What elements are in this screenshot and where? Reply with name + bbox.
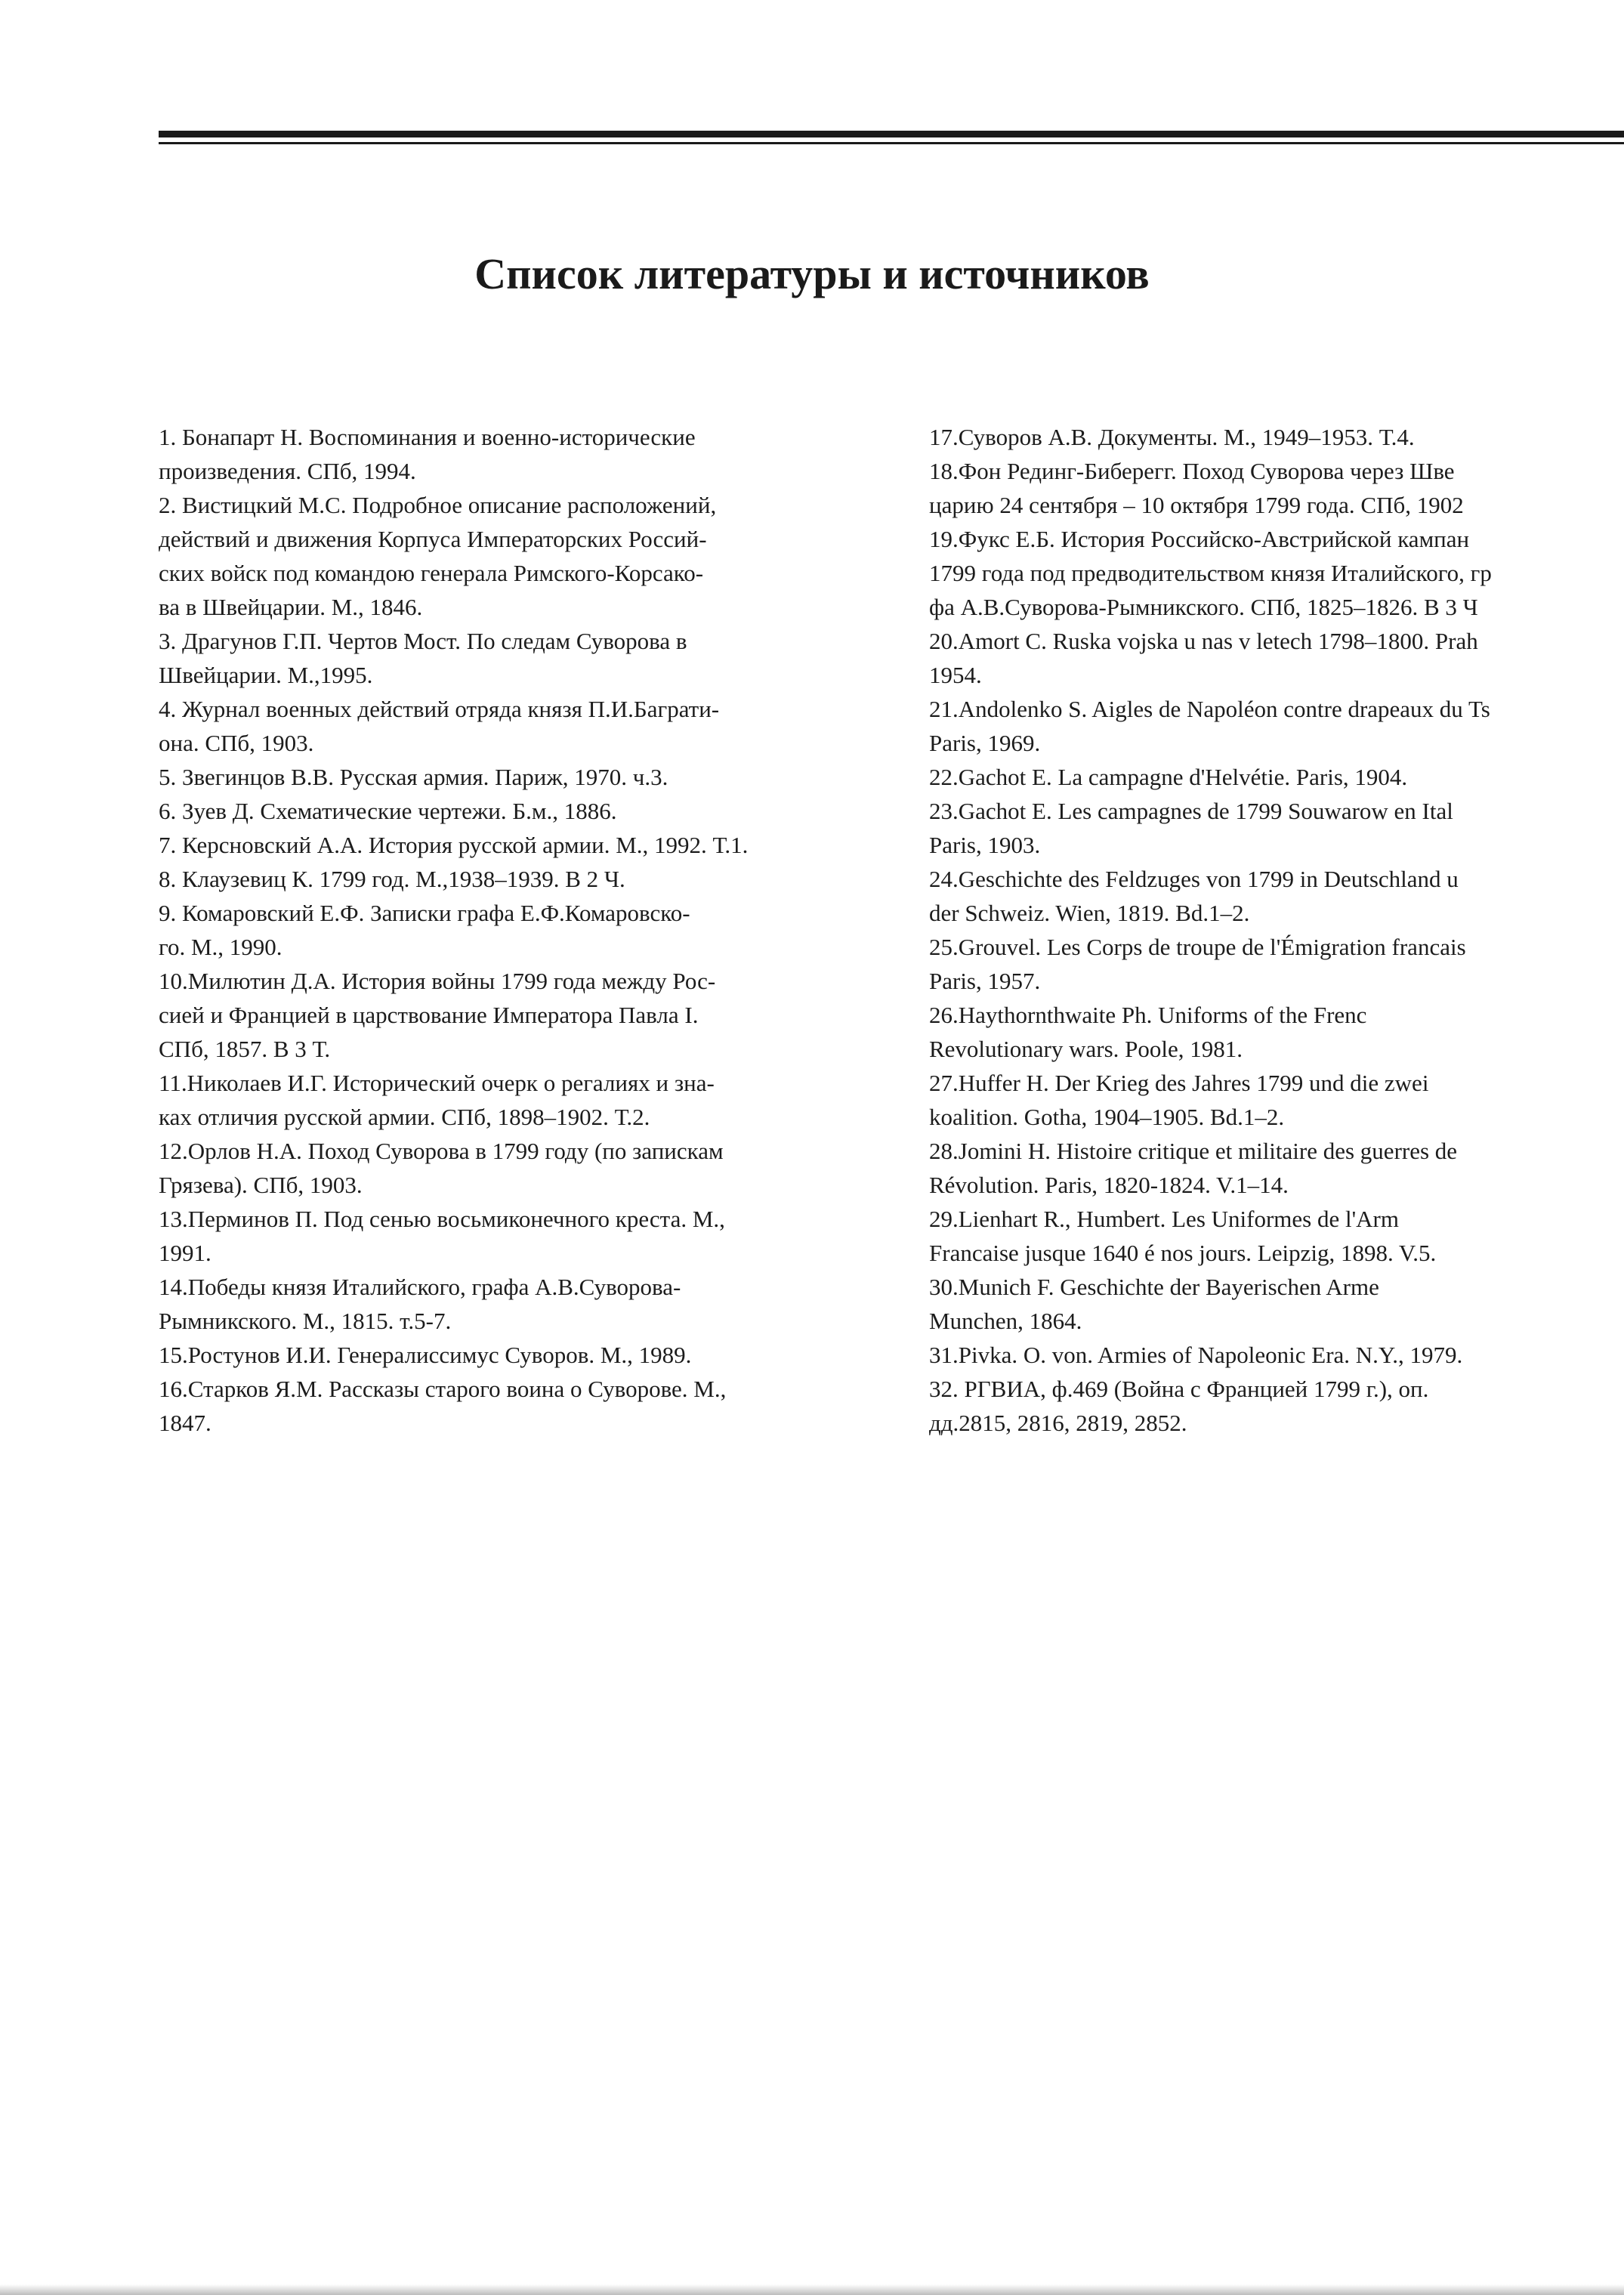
bibliography-line: Revolutionary wars. Poole, 1981. bbox=[929, 1036, 1243, 1062]
bibliography-line: 16.Старков Я.М. Рассказы старого воина о Суворове. М., bbox=[159, 1376, 727, 1402]
header-rule-thin bbox=[159, 142, 1624, 144]
bibliography-line: 9. Комаровский Е.Ф. Записки графа Е.Ф.Комаровско- bbox=[159, 900, 690, 926]
bibliography-right-column bbox=[929, 420, 1624, 1440]
bibliography-line: 8. Клаузевиц К. 1799 год. М.,1938–1939. В 2 Ч. bbox=[159, 866, 625, 892]
bibliography-line: 28.Jomini H. Histoire critique et militaire des guerres de bbox=[929, 1138, 1458, 1164]
bibliography-line: Грязева). СПб, 1903. bbox=[159, 1172, 363, 1198]
bibliography-line: 13.Перминов П. Под сенью восьмиконечного креста. М., bbox=[159, 1206, 725, 1232]
bibliography-line: 26.Haythornthwaite Ph. Uniforms of the Frenc bbox=[929, 1002, 1367, 1028]
header-rule-thick bbox=[159, 131, 1624, 137]
bibliography-line: дд.2815, 2816, 2819, 2852. bbox=[929, 1410, 1187, 1436]
bibliography-line: 22.Gachot E. La campagne d'Helvétie. Paris, 1904. bbox=[929, 764, 1408, 790]
bibliography-line: царию 24 сентября – 10 октября 1799 года. СПб, 1902 bbox=[929, 492, 1464, 518]
page-title: Список литературы и источников bbox=[474, 249, 1150, 298]
bibliography-line: 20.Amort C. Ruska vojska u nas v letech 1798–1800. Prah bbox=[929, 628, 1478, 654]
bibliography-line: 5. Звегинцов В.В. Русская армия. Париж, 1970. ч.3. bbox=[159, 764, 668, 790]
bibliography-line: der Schweiz. Wien, 1819. Bd.1–2. bbox=[929, 900, 1250, 926]
page-bottom-edge bbox=[0, 2284, 1624, 2295]
bibliography-line: 32. РГВИА, ф.469 (Война с Францией 1799 г.), оп. bbox=[929, 1376, 1429, 1402]
bibliography-line: 4. Журнал военных действий отряда князя П.И.Баграти- bbox=[159, 696, 720, 722]
bibliography-line: 21.Andolenko S. Aigles de Napoléon contre drapeaux du Ts bbox=[929, 696, 1490, 722]
bibliography-line: 3. Драгунов Г.П. Чертов Мост. По следам Суворова в bbox=[159, 628, 687, 654]
bibliography-line: ских войск под командою генерала Римского-Корсако- bbox=[159, 560, 704, 586]
bibliography-line: 24.Geschichte des Feldzuges von 1799 in Deutschland u bbox=[929, 866, 1459, 892]
bibliography-left-column bbox=[159, 420, 882, 1440]
bibliography-line: СПб, 1857. В 3 Т. bbox=[159, 1036, 331, 1062]
bibliography-line: произведения. СПб, 1994. bbox=[159, 458, 416, 484]
bibliography-line: 19.Фукс Е.Б. История Российско-Австрийской кампан bbox=[929, 526, 1470, 552]
bibliography-line: ва в Швейцарии. М., 1846. bbox=[159, 594, 423, 620]
bibliography-line: 30.Munich F. Geschichte der Bayerischen Arme bbox=[929, 1274, 1379, 1300]
bibliography-line: Рымникского. М., 1815. т.5-7. bbox=[159, 1308, 452, 1334]
bibliography-line: Francaise jusque 1640 é nos jours. Leipzig, 1898. V.5. bbox=[929, 1240, 1437, 1266]
bibliography-line: 1799 года под предводительством князя Италийского, гр bbox=[929, 560, 1492, 586]
bibliography-line: 15.Ростунов И.И. Генералиссимус Суворов. М., 1989. bbox=[159, 1342, 692, 1368]
bibliography-line: 31.Pivka. O. von. Armies of Napoleonic Era. N.Y., 1979. bbox=[929, 1342, 1463, 1368]
bibliography-line: 2. Вистицкий М.С. Подробное описание расположений, bbox=[159, 492, 717, 518]
bibliography-line: действий и движения Корпуса Императорских Россий- bbox=[159, 526, 707, 552]
bibliography-line: 1. Бонапарт Н. Воспоминания и военно-исторические bbox=[159, 424, 696, 450]
bibliography-line: Paris, 1903. bbox=[929, 832, 1041, 858]
bibliography-line: сией и Францией в царствование Императора Павла I. bbox=[159, 1002, 699, 1028]
bibliography-line: 12.Орлов Н.А. Поход Суворова в 1799 году (по запискам bbox=[159, 1138, 724, 1164]
bibliography-line: 25.Grouvel. Les Corps de troupe de l'Émigration francais bbox=[929, 934, 1466, 960]
bibliography-line: 27.Huffer H. Der Krieg des Jahres 1799 und die zwei bbox=[929, 1070, 1429, 1096]
bibliography-line: ках отличия русской армии. СПб, 1898–1902. Т.2. bbox=[159, 1104, 650, 1130]
bibliography-line: Paris, 1969. bbox=[929, 730, 1041, 756]
bibliography-line: Paris, 1957. bbox=[929, 968, 1041, 994]
bibliography-line: 1847. bbox=[159, 1410, 211, 1436]
bibliography-line: 7. Керсновский А.А. История русской армии. М., 1992. Т.1. bbox=[159, 832, 749, 858]
bibliography-line: Révolution. Paris, 1820-1824. V.1–14. bbox=[929, 1172, 1289, 1198]
bibliography-line: 10.Милютин Д.А. История войны 1799 года между Рос- bbox=[159, 968, 716, 994]
bibliography-line: 23.Gachot E. Les campagnes de 1799 Souwarow en Ital bbox=[929, 798, 1453, 824]
bibliography-line: 17.Суворов А.В. Документы. М., 1949–1953. Т.4. bbox=[929, 424, 1415, 450]
bibliography-line: 14.Победы князя Италийского, графа А.В.Суворова- bbox=[159, 1274, 681, 1300]
bibliography-line: она. СПб, 1903. bbox=[159, 730, 314, 756]
bibliography-line: фа А.В.Суворова-Рымникского. СПб, 1825–1826. В 3 Ч bbox=[929, 594, 1478, 620]
bibliography-line: 1954. bbox=[929, 662, 982, 688]
bibliography-line: 11.Николаев И.Г. Исторический очерк о регалиях и зна- bbox=[159, 1070, 715, 1096]
bibliography-line: 6. Зуев Д. Схематические чертежи. Б.м., 1886. bbox=[159, 798, 617, 824]
bibliography-line: Швейцарии. М.,1995. bbox=[159, 662, 373, 688]
bibliography-line: го. М., 1990. bbox=[159, 934, 283, 960]
bibliography-line: 18.Фон Рединг-Биберегг. Поход Суворова через Шве bbox=[929, 458, 1455, 484]
bibliography-line: Munchen, 1864. bbox=[929, 1308, 1082, 1334]
bibliography-line: 1991. bbox=[159, 1240, 211, 1266]
bibliography-line: koalition. Gotha, 1904–1905. Bd.1–2. bbox=[929, 1104, 1285, 1130]
bibliography-line: 29.Lienhart R., Humbert. Les Uniformes de l'Arm bbox=[929, 1206, 1399, 1232]
